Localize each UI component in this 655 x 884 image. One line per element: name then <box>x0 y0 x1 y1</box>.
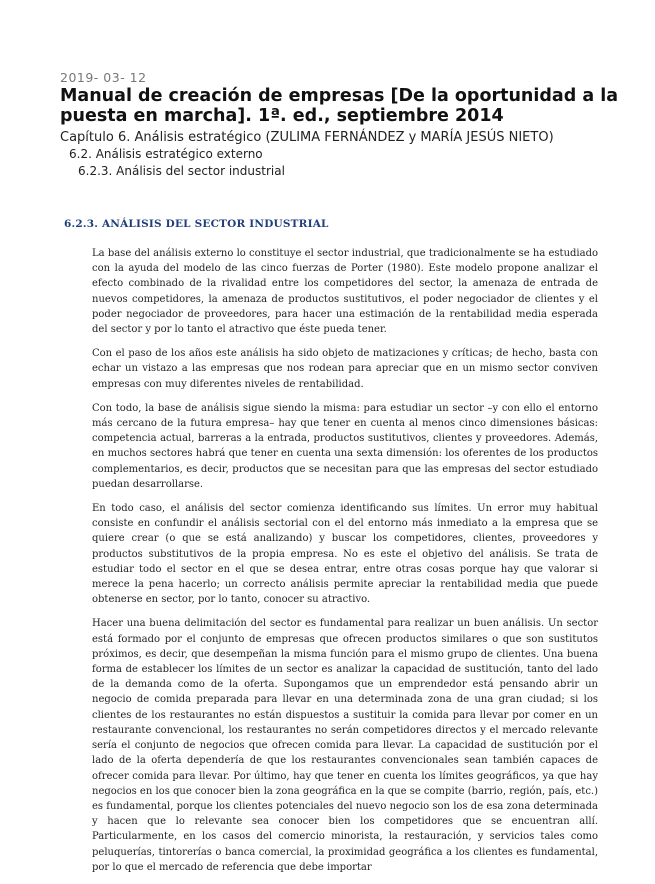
paragraph: En todo caso, el análisis del sector comienza identificando sus límites. Un error muy habitual consiste en confundir el análisis sectorial con el del entorno más inmediato a la empresa que se quiere crear (o que se está analizando) y buscar los competidores, clientes, proveedores y productos substitutivos de la propia empresa. No es este el objetivo del análisis. Se trata de estudiar todo el sector en el que se desea entrar, entre otras cosas porque hay que valorar si merece la pena hacerlo; un correcto análisis permite apreciar la rentabilidad media que puede obtenerse en sector, por lo tanto, conocer su atractivo. <box>92 503 598 606</box>
book-title: Manual de creación de empresas [De la oportunidad a la puesta en marcha]. 1ª. ed., septiembre 2014 <box>60 86 619 126</box>
document-date: 2019- 03- 12 <box>60 70 147 85</box>
section-breadcrumb: 6.2. Análisis estratégico externo <box>69 147 263 161</box>
document-header <box>60 70 640 180</box>
paragraph: Con todo, la base de análisis sigue siendo la misma: para estudiar un sector –y con ello el entorno más cercano de la futura empresa– hay que tener en cuenta al menos cinco dimensiones básicas: competencia actual, barreras a la entrada, productos sustitutivos, clientes y proveedores. Además, en muchos sectores habrá que tener en cuenta una sexta dimensión: los oferentes de los productos complementarios, es decir, productos que se necesitan para que las empresas del sector estudiado puedan desarrollarse. <box>92 402 598 490</box>
section-heading: 6.2.3. ANÁLISIS DEL SECTOR INDUSTRIAL <box>64 218 329 230</box>
paragraph: Con el paso de los años este análisis ha sido objeto de matizaciones y críticas; de hecho, basta con echar un vistazo a las empresas que nos rodean para apreciar que en un mismo sector conviven empresas con muy diferentes niveles de rentabilidad. <box>92 348 598 390</box>
chapter-title: Capítulo 6. Análisis estratégico (ZULIMA FERNÁNDEZ y MARÍA JESÚS NIETO) <box>60 130 554 145</box>
body-text <box>92 246 598 884</box>
subsection-breadcrumb: 6.2.3. Análisis del sector industrial <box>78 164 285 178</box>
paragraph: La base del análisis externo lo constituye el sector industrial, que tradicionalmente se ha estudiado con la ayuda del modelo de las cinco fuerzas de Porter (1980). Este modelo propone analizar el efecto combinado de la rivalidad entre los competidores del sector, la amenaza de entrada de nuevos competidores, la amenaza de productos sustitutivos, el poder negociador de clientes y el poder negociador de proveedores, para hacer una estimación de la rentabilidad media esperada del sector y por lo tanto el atractivo que éste pueda tener. <box>92 248 598 336</box>
paragraph: Hacer una buena delimitación del sector es fundamental para realizar un buen análisis. Un sector está formado por el conjunto de empresas que ofrecen productos similares o que son sustitutos próximos, es decir, que desempeñan la misma función para el mismo grupo de clientes. Una buena forma de establecer los límites de un sector es analizar la capacidad de sustitución, tanto del lado de la demanda como de la oferta. Supongamos que un emprendedor está pensando abrir un negocio de comida preparada para llevar en una determinada zona de una gran ciudad; si los clientes de los restaurantes no están dispuestos a sustituir la comida para llevar por comer en un restaurante convencional, los restaurantes no serán competidores directos y el mercado relevante sería el conjunto de negocios que ofrecen comida para llevar. La capacidad de sustitución por el lado de la oferta dependería de que los restaurantes convencionales sean también capaces de ofrecer comida para llevar. Por último, hay que tener en cuenta los límites geográficos, ya que hay negocios en los que conocer bien la zona geográfica en la que se compite (barrio, región, país, etc.) es fundamental, porque los clientes potenciales del nuevo negocio son los de esa zona determinada y hacen que lo relevante sea conocer bien los competidores que se encuentran allí. Particularmente, en los casos del comercio minorista, la restauración, y servicios tales como peluquerías, tintorerías o banca comercial, la proximidad geográfica a los clientes es fundamental, por lo que el mercado de referencia que debe importar <box>92 618 598 873</box>
